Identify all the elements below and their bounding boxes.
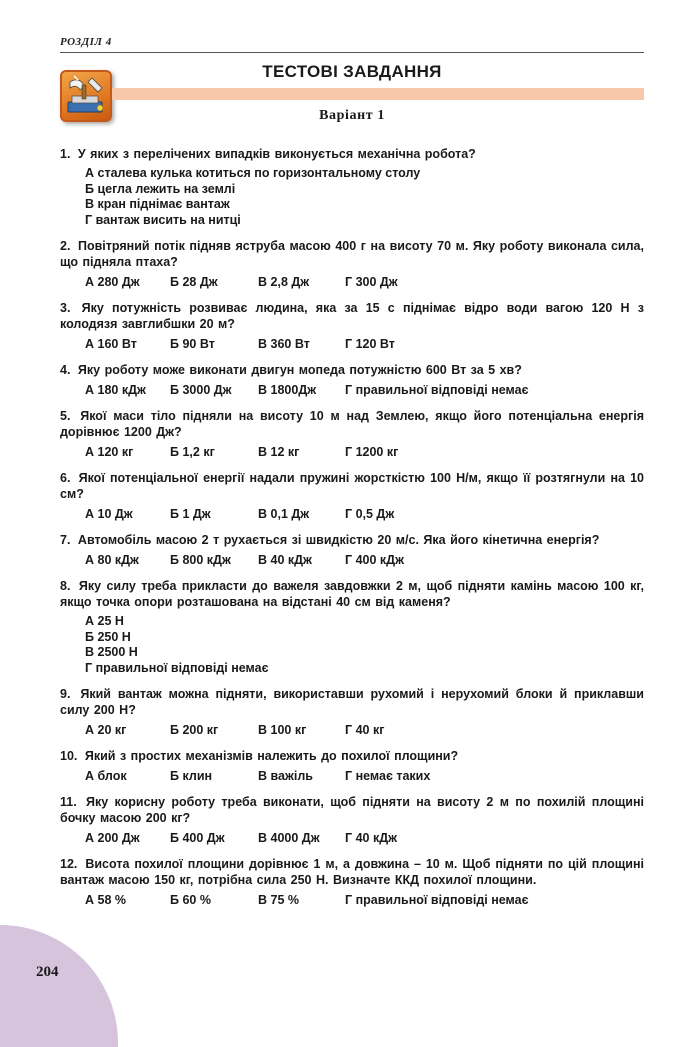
option-text: 0,1 Дж — [270, 507, 310, 521]
answer-option — [85, 645, 644, 661]
option-text: 90 Вт — [182, 337, 215, 351]
option-letter: А — [85, 553, 95, 567]
variant-title: Варіант 1 — [319, 108, 385, 123]
option-letter: Б — [170, 831, 179, 845]
option-text: немає таких — [355, 769, 431, 783]
answer-option — [85, 274, 170, 290]
answer-option — [170, 892, 258, 908]
option-text: 1,2 кг — [182, 445, 215, 459]
corner-decoration — [0, 925, 118, 1047]
answer-option — [85, 830, 170, 846]
option-text: 75 % — [270, 893, 300, 907]
question-body: Якої потенціальної енергії надали пружині жорсткістю 100 Н/м, якщо її розтягнули на 10 см? — [60, 471, 645, 501]
option-letter: В — [258, 383, 268, 397]
option-letter: Г — [345, 553, 353, 567]
option-letter: Г — [85, 212, 93, 227]
option-letter: Б — [170, 507, 179, 521]
question-item — [60, 362, 644, 398]
option-letter: В — [258, 275, 268, 289]
option-letter: Б — [170, 769, 179, 783]
answer-options — [60, 166, 644, 228]
option-text: клин — [182, 769, 213, 783]
answer-option — [345, 830, 397, 846]
answer-option — [345, 336, 395, 352]
option-letter: Г — [85, 660, 93, 675]
option-letter: Г — [345, 445, 353, 459]
option-text: 10 Дж — [97, 507, 133, 521]
option-letter: В — [258, 831, 268, 845]
option-text: 60 % — [182, 893, 211, 907]
option-letter: Б — [170, 893, 179, 907]
answer-option — [258, 722, 345, 738]
option-letter: Г — [345, 831, 353, 845]
title-band — [112, 88, 644, 100]
question-text — [60, 686, 644, 718]
question-number: 6. — [60, 471, 71, 485]
option-letter: Г — [345, 723, 353, 737]
option-text: 800 кДж — [182, 553, 231, 567]
question-item — [60, 532, 644, 568]
answer-option — [345, 274, 398, 290]
option-letter: Б — [170, 275, 179, 289]
option-letter: А — [85, 893, 95, 907]
answer-option — [170, 830, 258, 846]
answer-option — [170, 336, 258, 352]
answer-options — [60, 892, 644, 908]
question-number: 3. — [60, 301, 71, 315]
question-number: 12. — [60, 857, 78, 871]
option-text: сталева кулька котиться по горизонтальному столу — [97, 166, 421, 180]
answer-options — [60, 830, 644, 846]
answer-option — [85, 213, 644, 229]
option-letter: А — [85, 383, 95, 397]
option-text: 3000 Дж — [182, 383, 232, 397]
answer-option — [345, 506, 394, 522]
option-text: 40 кДж — [355, 831, 397, 845]
option-letter: Б — [170, 337, 179, 351]
question-text — [60, 578, 644, 610]
question-text — [60, 408, 644, 440]
question-number: 8. — [60, 579, 71, 593]
question-text — [60, 470, 644, 502]
answer-options — [60, 274, 644, 290]
question-item — [60, 300, 644, 352]
option-text: 300 Дж — [355, 275, 398, 289]
option-letter: В — [258, 507, 268, 521]
option-text: 100 кг — [270, 723, 307, 737]
answer-option — [170, 768, 258, 784]
answer-option — [170, 382, 258, 398]
question-item — [60, 686, 644, 738]
option-text: важіль — [270, 769, 313, 783]
option-text: 0,5 Дж — [355, 507, 395, 521]
answer-options — [60, 506, 644, 522]
question-number: 2. — [60, 239, 71, 253]
option-text: 25 Н — [97, 614, 124, 628]
option-text: цегла лежить на землі — [97, 181, 236, 196]
option-letter: Г — [345, 769, 353, 783]
option-letter: Г — [345, 337, 353, 351]
question-item — [60, 408, 644, 460]
answer-option — [85, 506, 170, 522]
answer-option — [170, 444, 258, 460]
option-letter: А — [85, 445, 95, 459]
option-letter: В — [258, 553, 268, 567]
answer-option — [170, 722, 258, 738]
answer-option — [258, 830, 345, 846]
question-number: 10. — [60, 749, 78, 763]
header-rule — [60, 52, 644, 53]
tools-emblem-graphic — [62, 72, 110, 120]
page-number: 204 — [36, 964, 59, 980]
question-item — [60, 146, 644, 228]
question-body: Який з простих механізмів належить до похилої площини? — [84, 749, 459, 763]
question-item — [60, 794, 644, 846]
answer-option — [258, 506, 345, 522]
answer-option — [258, 892, 345, 908]
option-letter: А — [85, 723, 95, 737]
option-letter: Г — [345, 893, 353, 907]
answer-option — [85, 336, 170, 352]
option-text: 360 Вт — [270, 337, 310, 351]
option-letter: Б — [170, 445, 179, 459]
option-letter: Б — [170, 553, 179, 567]
question-item — [60, 748, 644, 784]
answer-options — [60, 336, 644, 352]
question-text — [60, 856, 644, 888]
option-text: правильної відповіді немає — [95, 660, 269, 675]
question-body: Яку силу треба прикласти до важеля завдовжки 2 м, щоб підняти камінь масою 100 кг, якщо точка опори розташована на відстані 40 см від каменя? — [60, 579, 644, 609]
question-body: Яку корисну роботу треба виконати, щоб підняти на висоту 2 м по похилій площині бочку масою 200 кг? — [60, 795, 644, 825]
question-number: 7. — [60, 533, 71, 547]
question-number: 11. — [60, 795, 77, 809]
option-text: 250 Н — [97, 629, 131, 644]
option-text: 1800Дж — [270, 383, 317, 397]
option-text: 80 кДж — [97, 553, 139, 567]
running-head: РОЗДІЛ 4 — [60, 36, 112, 48]
option-text: 1 Дж — [182, 507, 211, 521]
answer-option — [345, 444, 398, 460]
option-letter: Б — [85, 181, 94, 196]
question-text — [60, 238, 644, 270]
option-text: правильної відповіді немає — [355, 383, 529, 397]
option-text: 2,8 Дж — [270, 275, 310, 289]
option-letter: А — [85, 831, 95, 845]
answer-option — [85, 630, 644, 646]
answer-option — [345, 768, 430, 784]
option-letter: А — [85, 614, 95, 628]
tools-emblem-icon — [60, 70, 112, 122]
question-number: 5. — [60, 409, 71, 423]
option-text: 2500 Н — [97, 645, 138, 659]
option-letter: В — [258, 893, 268, 907]
answer-option — [170, 552, 258, 568]
option-text: 120 Вт — [355, 337, 395, 351]
option-text: 280 Дж — [97, 275, 140, 289]
option-letter: Б — [170, 723, 179, 737]
answer-option — [85, 166, 644, 182]
option-letter: В — [258, 445, 268, 459]
option-letter: Г — [345, 507, 353, 521]
option-text: 58 % — [97, 893, 127, 907]
option-text: вантаж висить на нитці — [95, 212, 241, 227]
option-letter: В — [258, 723, 268, 737]
answer-options — [60, 552, 644, 568]
option-text: правильної відповіді немає — [355, 893, 529, 907]
answer-option — [258, 382, 345, 398]
option-letter: В — [258, 337, 268, 351]
option-text: 200 Дж — [97, 831, 140, 845]
option-letter: А — [85, 275, 95, 289]
option-letter: В — [85, 645, 95, 659]
answer-option — [85, 197, 644, 213]
option-letter: Б — [170, 383, 179, 397]
question-body: Який вантаж можна підняти, використавши рухомий і нерухомий блоки й приклавши силу 200 Н? — [60, 687, 644, 717]
question-text — [60, 794, 644, 826]
option-text: 4000 Дж — [270, 831, 320, 845]
answer-option — [85, 444, 170, 460]
answer-options — [60, 768, 644, 784]
questions-list — [60, 146, 644, 918]
question-item — [60, 470, 644, 522]
answer-option — [170, 506, 258, 522]
answer-option — [345, 552, 404, 568]
option-text: 28 Дж — [182, 275, 218, 289]
answer-option — [85, 552, 170, 568]
answer-options — [60, 382, 644, 398]
question-text — [60, 146, 644, 162]
answer-option — [85, 182, 644, 198]
question-body: Повітряний потік підняв яструба масою 400 г на висоту 70 м. Яку роботу виконала сила, що підняла птаха? — [60, 239, 644, 269]
option-letter: А — [85, 166, 95, 180]
option-text: кран піднімає вантаж — [97, 197, 230, 211]
answer-option — [85, 892, 170, 908]
option-text: 20 кг — [97, 723, 127, 737]
question-body: Яку потужність розвиває людина, яка за 15 с піднімає відро води вагою 120 Н з колодязя завглибшки 20 м? — [60, 301, 644, 331]
option-letter: Б — [85, 629, 94, 644]
answer-option — [85, 722, 170, 738]
question-body: У яких з перелічених випадків виконується механічна робота? — [77, 147, 476, 161]
answer-option — [85, 614, 644, 630]
option-text: 400 кДж — [355, 553, 404, 567]
question-text — [60, 300, 644, 332]
question-item — [60, 578, 644, 676]
option-text: 160 Вт — [97, 337, 137, 351]
answer-options — [60, 614, 644, 676]
question-body: Якої маси тіло підняли на висоту 10 м над Землею, якщо його потенціальна енергія дорівнює 1200 Дж? — [60, 409, 644, 439]
question-item — [60, 856, 644, 908]
option-letter: В — [85, 197, 95, 211]
question-number: 9. — [60, 687, 71, 701]
option-letter: А — [85, 337, 95, 351]
question-text — [60, 362, 644, 378]
answer-options — [60, 444, 644, 460]
option-letter: В — [258, 769, 268, 783]
question-item — [60, 238, 644, 290]
answer-option — [85, 382, 170, 398]
answer-option — [258, 336, 345, 352]
option-text: 180 кДж — [97, 383, 146, 397]
question-body: Автомобіль масою 2 т рухається зі швидкістю 20 м/с. Яка його кінетична енергія? — [77, 533, 600, 547]
question-body: Висота похилої площини дорівнює 1 м, а довжина – 10 м. Щоб підняти по цій площині вантаж масою 150 кг, потрібна сила 250 Н. Визначте ККД похилої площини. — [60, 857, 644, 887]
answer-option — [258, 768, 345, 784]
option-letter: А — [85, 769, 95, 783]
option-text: 40 кг — [355, 723, 385, 737]
option-text: 40 кДж — [270, 553, 312, 567]
question-body: Яку роботу може виконати двигун мопеда потужністю 600 Вт за 5 хв? — [77, 363, 522, 377]
answer-option — [85, 768, 170, 784]
answer-option — [258, 444, 345, 460]
option-text: 400 Дж — [182, 831, 225, 845]
option-text: 120 кг — [97, 445, 134, 459]
option-letter: Г — [345, 383, 353, 397]
option-letter: А — [85, 507, 95, 521]
answer-option — [345, 382, 528, 398]
option-text: блок — [97, 769, 127, 783]
option-text: 1200 кг — [355, 445, 399, 459]
answer-option — [258, 552, 345, 568]
option-letter: Г — [345, 275, 353, 289]
option-text: 12 кг — [270, 445, 300, 459]
question-text — [60, 748, 644, 764]
section-title: ТЕСТОВІ ЗАВДАННЯ — [262, 62, 442, 81]
option-text: 200 кг — [182, 723, 219, 737]
answer-option — [345, 722, 384, 738]
question-text — [60, 532, 644, 548]
question-number: 1. — [60, 147, 71, 161]
answer-option — [170, 274, 258, 290]
answer-options — [60, 722, 644, 738]
answer-option — [345, 892, 528, 908]
answer-option — [258, 274, 345, 290]
question-number: 4. — [60, 363, 71, 377]
answer-option — [85, 661, 644, 677]
